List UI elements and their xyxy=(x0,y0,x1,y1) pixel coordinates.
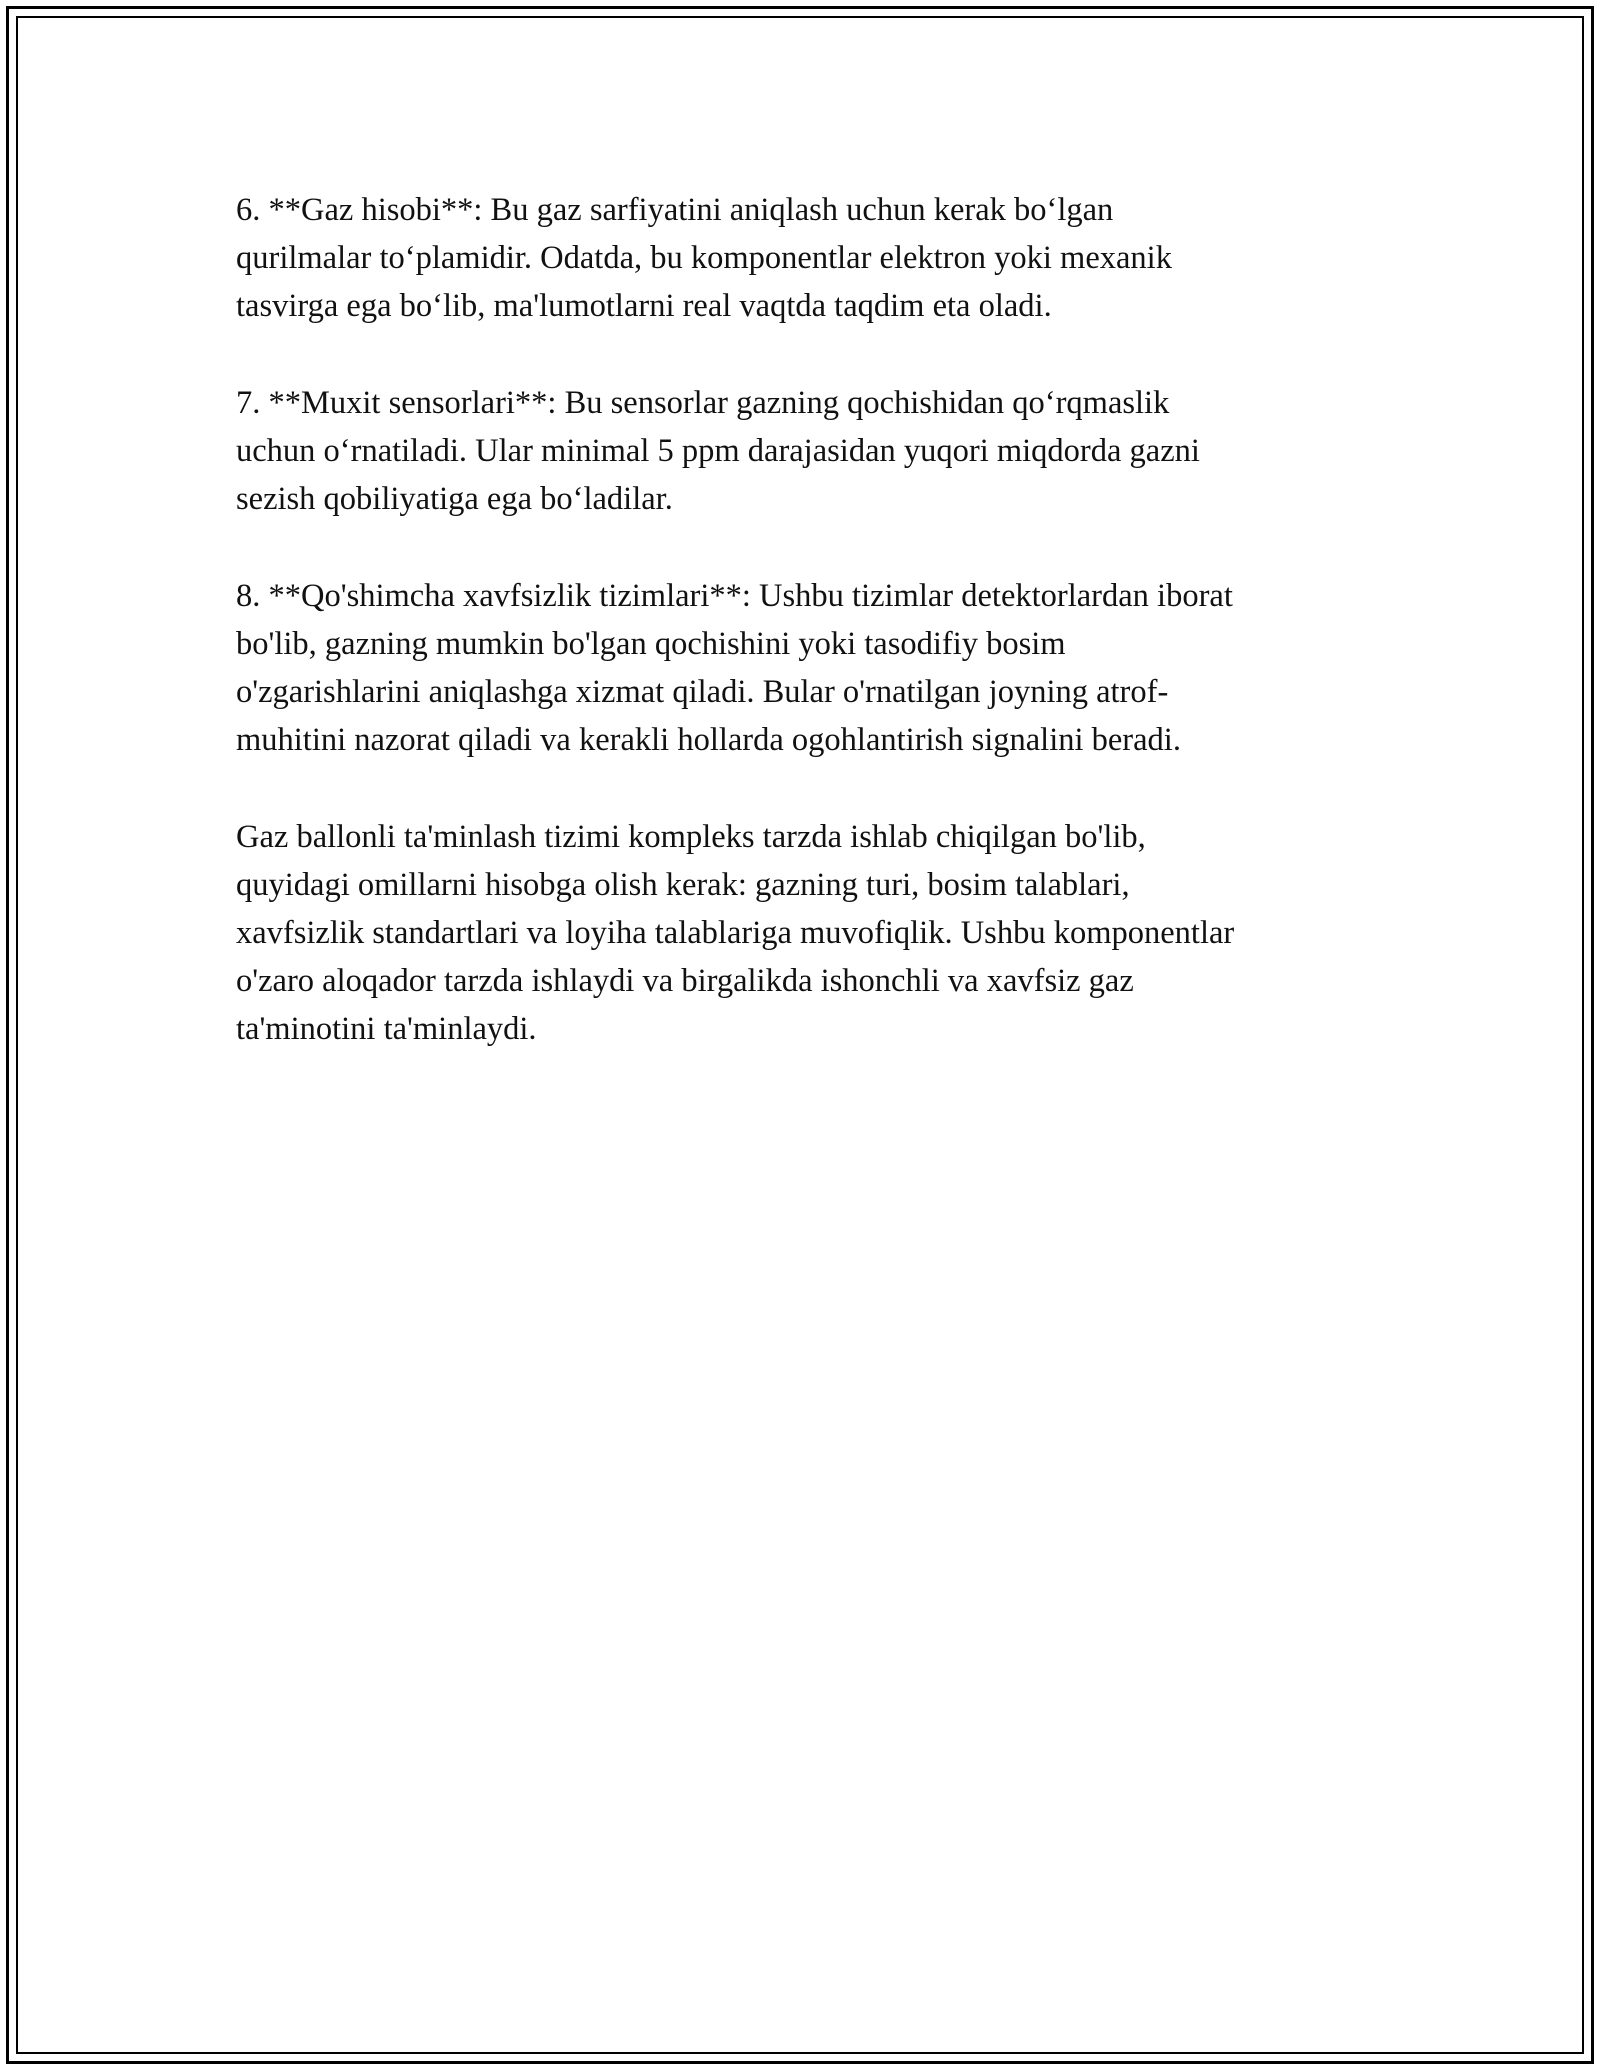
document-body xyxy=(236,186,1366,1102)
text-line: Gaz ballonli ta'minlash tizimi kompleks tarzda ishlab chiqilgan bo'lib, xyxy=(236,818,1146,855)
text-line: quyidagi omillarni hisobga olish kerak: gazning turi, bosim talablari, xyxy=(236,866,1130,903)
text-line: 8. **Qo'shimcha xavfsizlik tizimlari**: Ushbu tizimlar detektorlardan iborat xyxy=(236,577,1233,614)
text-line: ta'minotini ta'minlaydi. xyxy=(236,1011,537,1048)
paragraph-muxit-sensorlari xyxy=(236,379,1366,524)
text-line: 7. **Muxit sensorlari**: Bu sensorlar gazning qochishidan qo‘rqmaslik xyxy=(236,384,1170,421)
text-line: muhitini nazorat qiladi va kerakli hollarda ogohlantirish signalini beradi. xyxy=(236,722,1181,759)
text-line: 6. **Gaz hisobi**: Bu gaz sarfiyatini aniqlash uchun kerak bo‘lgan xyxy=(236,192,1114,228)
text-line: o'zaro aloqador tarzda ishlaydi va birgalikda ishonchli va xavfsiz gaz xyxy=(236,963,1134,1000)
paragraph-gaz-hisobi xyxy=(236,186,1366,331)
text-line: bo'lib, gazning mumkin bo'lgan qochishini yoki tasodifiy bosim xyxy=(236,625,1066,662)
text-line: sezish qobiliyatiga ega bo‘ladilar. xyxy=(236,481,673,518)
text-line: o'zgarishlarini aniqlashga xizmat qiladi. Bular o'rnatilgan joyning atrof- xyxy=(236,674,1169,710)
text-line: xavfsizlik standartlari va loyiha talablariga muvofiqlik. Ushbu komponentlar xyxy=(236,915,1235,951)
text-line: tasvirga ega bo‘lib, ma'lumotlarni real vaqtda taqdim eta oladi. xyxy=(236,288,1052,325)
paragraph-summary xyxy=(236,813,1366,1054)
paragraph-xavfsizlik-tizimlari xyxy=(236,572,1366,765)
text-line: uchun o‘rnatiladi. Ular minimal 5 ppm darajasidan yuqori miqdorda gazni xyxy=(236,433,1200,469)
text-line: qurilmalar to‘plamidir. Odatda, bu komponentlar elektron yoki mexanik xyxy=(236,240,1172,277)
